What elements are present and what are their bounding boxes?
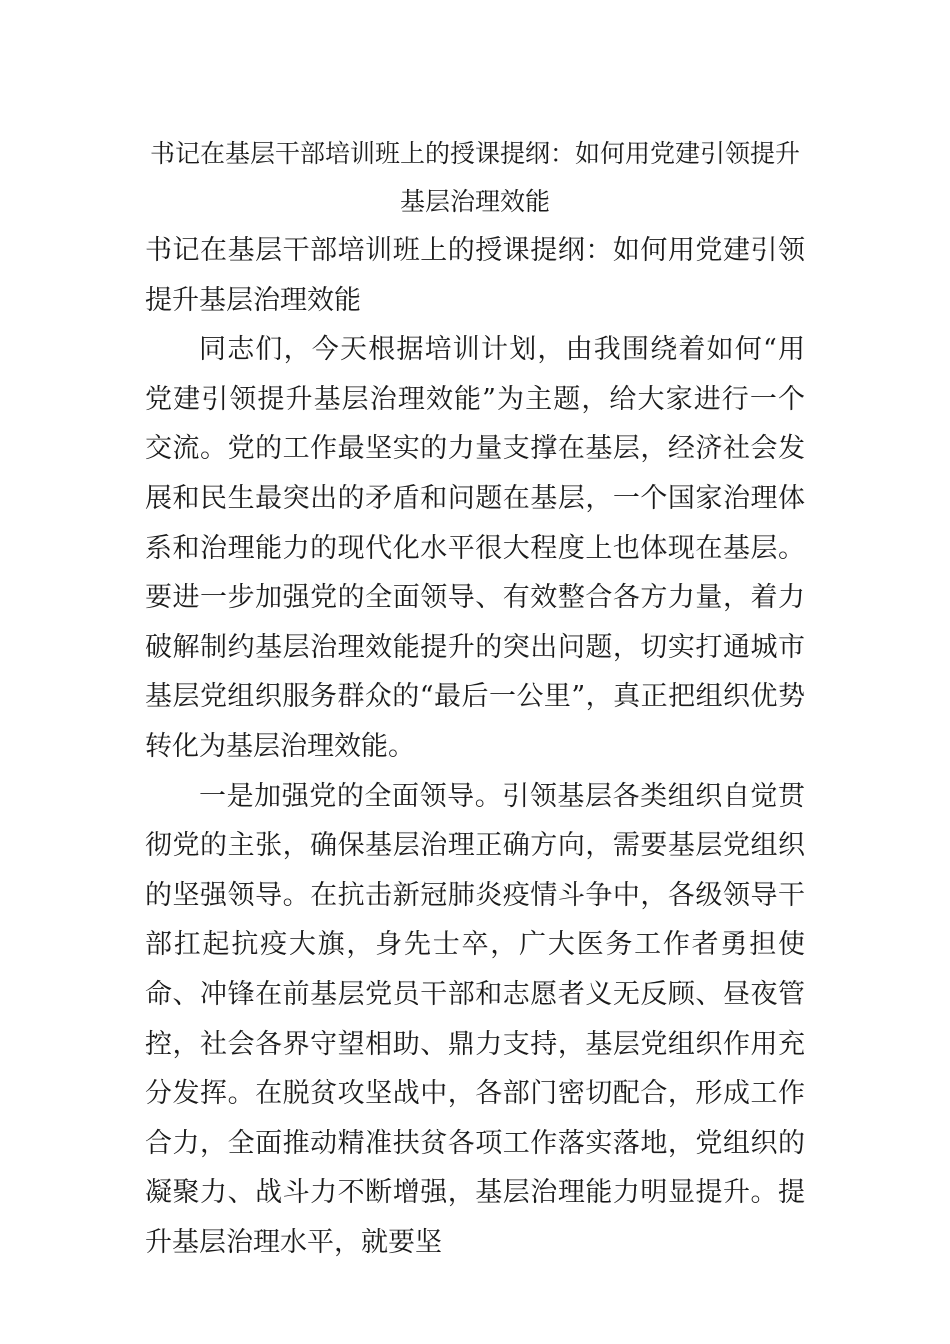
paragraph-point-one: 一是加强党的全面领导。引领基层各类组织自觉贯彻党的主张，确保基层治理正确方向，需要基层党组织的坚强领导。在抗击新冠肺炎疫情斗争中，各级领导干部扛起抗疫大旗，身先士卒，广大医务工作者勇担使命、冲锋在前基层党员干部和志愿者义无反顾、昼夜管控，社会各界守望相助、鼎力支持，基层党组织作用充分发挥。在脱贫攻坚战中，各部门密切配合，形成工作合力，全面推动精准扶贫各项工作落实落地，党组织的凝聚力、战斗力不断增强，基层治理能力明显提升。提升基层治理水平，就要坚	[145, 780, 805, 1258]
document-title: 书记在基层干部培训班上的授课提纲：如何用党建引领提升基层治理效能	[149, 139, 800, 216]
paragraph-intro: 同志们，今天根据培训计划，由我围绕着如何“用党建引领提升基层治理效能”为主题，给大家进行一个交流。党的工作最坚实的力量支撑在基层，经济社会发展和民生最突出的矛盾和问题在基层，一个国家治理体系和治理能力的现代化水平很大程度上也体现在基层。要进一步加强党的全面领导、有效整合各方力量，着力破解制约基层治理效能提升的突出问题，切实打通城市基层党组织服务群众的“最后一公里”，真正把组织优势转化为基层治理效能。	[145, 334, 805, 762]
document-body	[145, 226, 805, 1267]
document-subtitle: 书记在基层干部培训班上的授课提纲：如何用党建引领提升基层治理效能	[145, 235, 805, 316]
